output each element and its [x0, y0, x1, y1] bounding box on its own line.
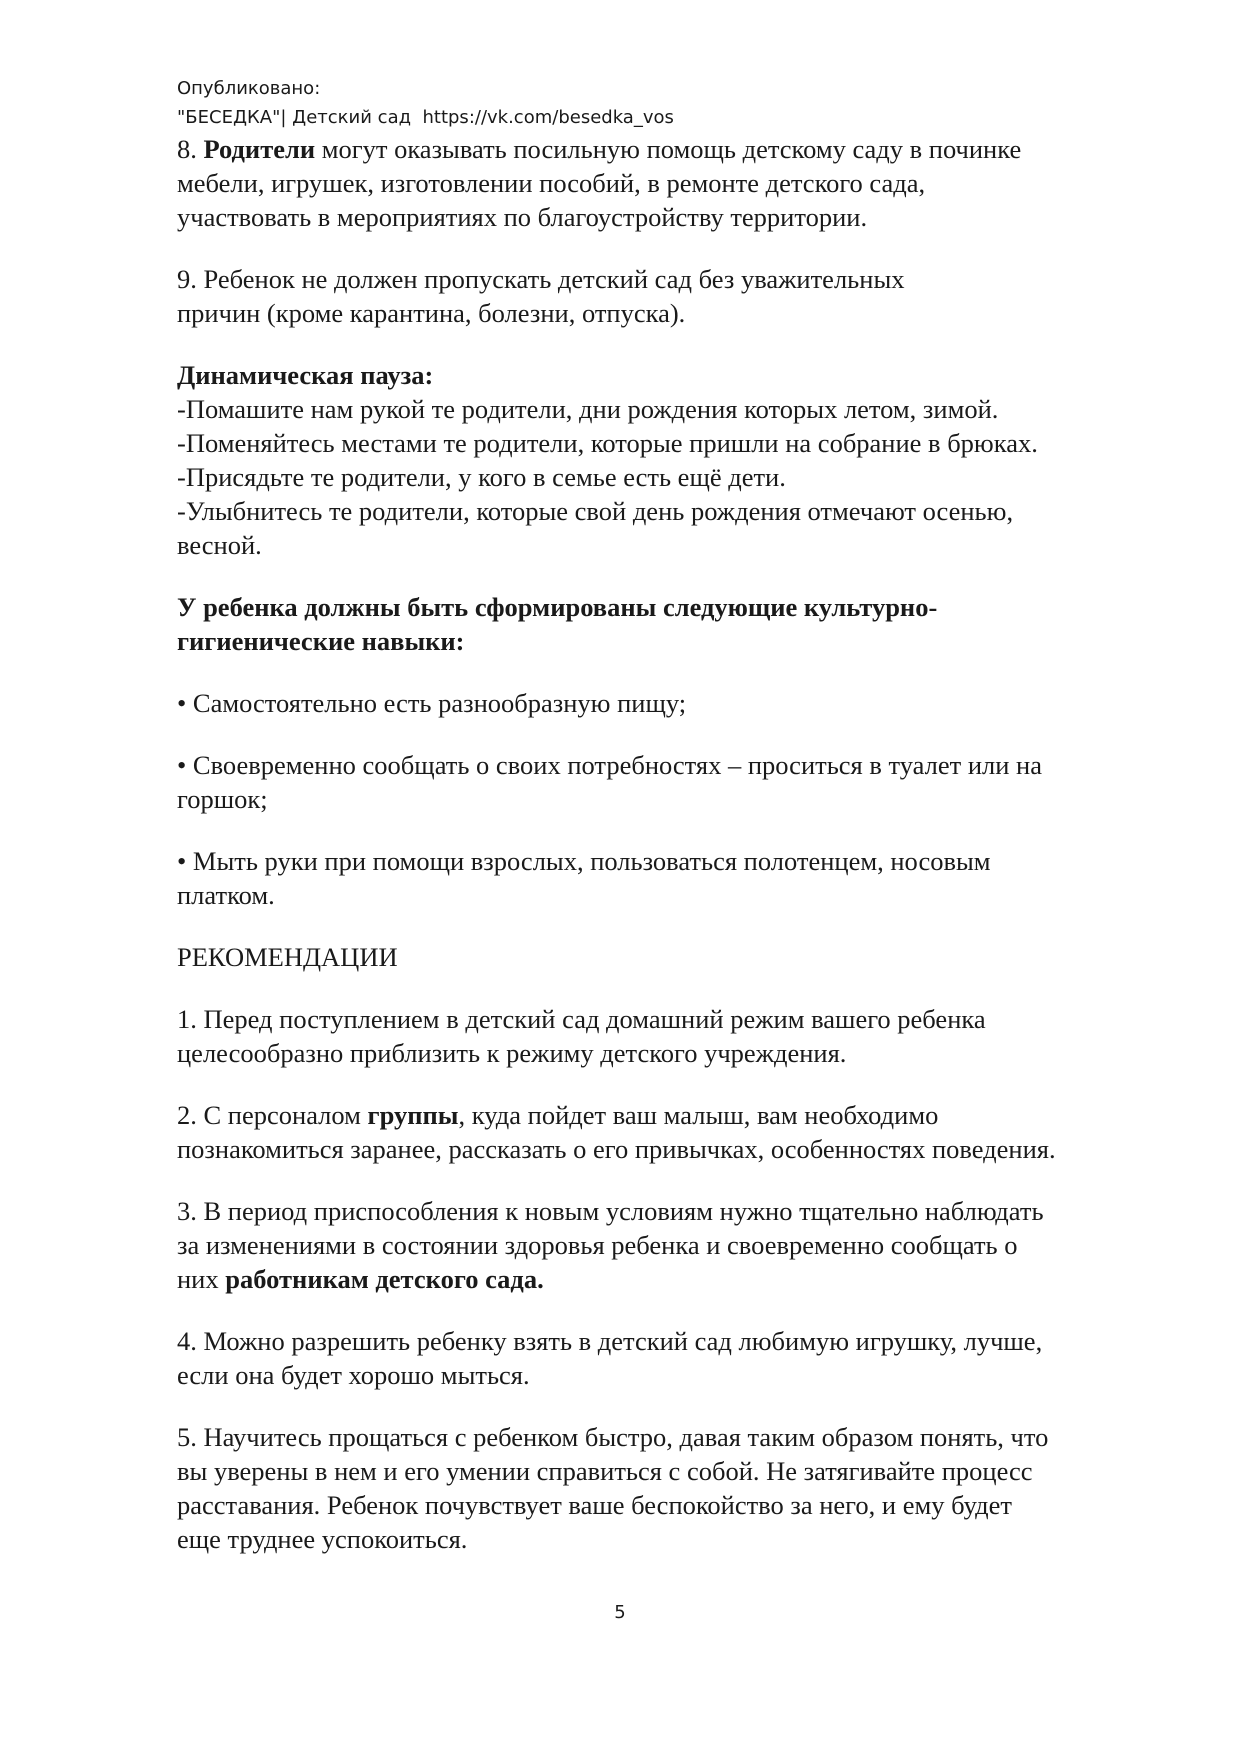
- publication-header: [177, 74, 674, 132]
- document-body: [177, 132, 1177, 1556]
- recommendation-3-pre: них: [177, 1264, 226, 1294]
- dynamic-pause-line-2: -Поменяйтесь местами те родители, которые пришли на собрание в брюках.: [177, 428, 1038, 458]
- item-8-line-1-rest: могут оказывать посильную помощь детскому саду в починке: [315, 134, 1022, 164]
- dynamic-pause-title: Динамическая пауза:: [177, 360, 434, 390]
- skill-bullet-3-line-1: • Мыть руки при помощи взрослых, пользоваться полотенцем, носовым: [177, 846, 991, 876]
- recommendation-2-post: , куда пойдет ваш малыш, вам необходимо: [458, 1100, 939, 1130]
- item-8: [177, 132, 1177, 234]
- source-line: "БЕСЕДКА"| Детский сад https://vk.com/besedka_vos: [177, 107, 674, 128]
- item-8-number: 8.: [177, 134, 197, 164]
- recommendation-1-line-1: 1. Перед поступлением в детский сад домашний режим вашего ребенка: [177, 1004, 986, 1034]
- recommendation-2: [177, 1098, 1177, 1166]
- skill-bullet-2-line-1: • Своевременно сообщать о своих потребностях – проситься в туалет или на: [177, 750, 1042, 780]
- recommendation-2-line-2: познакомиться заранее, рассказать о его привычках, особенностях поведения.: [177, 1134, 1056, 1164]
- item-8-bold-parents: Родители: [203, 134, 316, 164]
- dynamic-pause-line-5: весной.: [177, 530, 262, 560]
- recommendations-title: [177, 940, 1177, 974]
- dynamic-pause-line-3: -Присядьте те родители, у кого в семье есть ещё дети.: [177, 462, 786, 492]
- dynamic-pause-line-4: -Улыбнитесь те родители, которые свой день рождения отмечают осенью,: [177, 496, 1014, 526]
- recommendation-3: [177, 1194, 1177, 1296]
- item-9-line-2: причин (кроме карантина, болезни, отпуска).: [177, 298, 686, 328]
- recommendation-2-pre: 2. С персоналом: [177, 1100, 368, 1130]
- recommendation-2-line-1: [177, 1098, 1177, 1132]
- recommendation-3-bold-staff: работникам детского сада.: [225, 1264, 544, 1294]
- recommendation-5: [177, 1420, 1177, 1556]
- skills-title-line-2: гигиенические навыки:: [177, 626, 465, 656]
- skills-heading: [177, 590, 1177, 658]
- page-number: 5: [614, 1602, 626, 1623]
- recommendation-3-line-1: 3. В период приспособления к новым условиям нужно тщательно наблюдать: [177, 1196, 1044, 1226]
- recommendation-5-line-2: вы уверены в нем и его умении справиться с собой. Не затягивайте процесс: [177, 1456, 1033, 1486]
- item-8-line-1: [177, 132, 1177, 166]
- skill-bullet-3-line-2: платком.: [177, 880, 275, 910]
- skill-bullet-1: [177, 686, 1177, 720]
- skill-bullet-2: [177, 748, 1177, 816]
- recommendation-4: [177, 1324, 1177, 1392]
- recommendation-5-line-1: 5. Научитесь прощаться с ребенком быстро, давая таким образом понять, что: [177, 1422, 1049, 1452]
- item-8-line-2: мебели, игрушек, изготовлении пособий, в ремонте детского сада,: [177, 168, 926, 198]
- recommendation-5-line-3: расставания. Ребенок почувствует ваше беспокойство за него, и ему будет: [177, 1490, 1012, 1520]
- recommendation-2-bold-group: группы: [367, 1100, 459, 1130]
- item-9-line-1: 9. Ребенок не должен пропускать детский сад без уважительных: [177, 264, 905, 294]
- recommendation-1: [177, 1002, 1177, 1070]
- skill-bullet-1-line-1: • Самостоятельно есть разнообразную пищу;: [177, 688, 687, 718]
- recommendation-3-line-3: [177, 1262, 1177, 1296]
- recommendation-5-line-4: еще труднее успокоиться.: [177, 1524, 468, 1554]
- item-8-line-3: участвовать в мероприятиях по благоустройству территории.: [177, 202, 868, 232]
- recommendation-3-line-2: за изменениями в состоянии здоровья ребенка и своевременно сообщать о: [177, 1230, 1018, 1260]
- item-9: [177, 262, 1177, 330]
- published-label: Опубликовано:: [177, 78, 321, 99]
- skills-title-line-1: У ребенка должны быть сформированы следующие культурно-: [177, 592, 938, 622]
- skill-bullet-2-line-2: горшок;: [177, 784, 268, 814]
- skill-bullet-3: [177, 844, 1177, 912]
- recommendations-heading: РЕКОМЕНДАЦИИ: [177, 942, 398, 972]
- dynamic-pause-line-1: -Помашите нам рукой те родители, дни рождения которых летом, зимой.: [177, 394, 999, 424]
- dynamic-pause: [177, 358, 1177, 562]
- recommendation-1-line-2: целесообразно приблизить к режиму детского учреждения.: [177, 1038, 847, 1068]
- recommendation-4-line-2: если она будет хорошо мыться.: [177, 1360, 530, 1390]
- recommendation-4-line-1: 4. Можно разрешить ребенку взять в детский сад любимую игрушку, лучше,: [177, 1326, 1043, 1356]
